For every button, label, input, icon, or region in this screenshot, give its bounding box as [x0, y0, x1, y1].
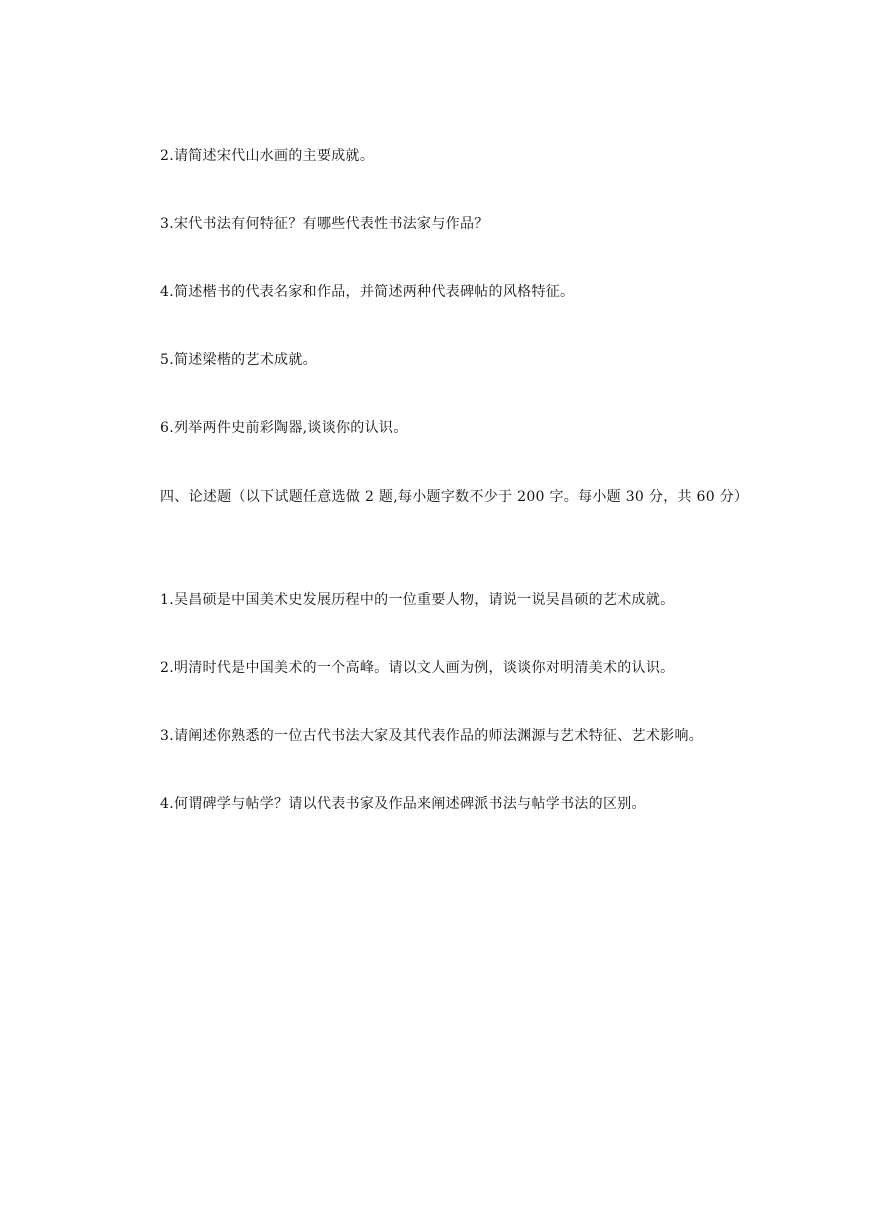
question-s4-3: 3.请阐述你熟悉的一位古代书法大家及其代表作品的师法渊源与艺术特征、艺术影响。	[160, 728, 704, 744]
question-s3-3: 3.宋代书法有何特征？有哪些代表性书法家与作品？	[160, 216, 489, 232]
question-s4-2: 2.明清时代是中国美术的一个高峰。请以文人画为例，谈谈你对明清美术的认识。	[160, 660, 675, 676]
question-s3-4: 4.简述楷书的代表名家和作品，并简述两种代表碑帖的风格特征。	[160, 284, 575, 300]
question-s3-5: 5.简述梁楷的艺术成就。	[160, 352, 317, 368]
question-s3-2: 2.请简述宋代山水画的主要成就。	[160, 148, 375, 164]
question-s3-6: 6.列举两件史前彩陶器,谈谈你的认识。	[160, 420, 408, 436]
section-four-heading: 四、论述题（以下试题任意选做 2 题,每小题字数不少于 200 字。每小题 30 分，共 60 分）	[160, 489, 749, 505]
question-s4-1: 1.吴昌硕是中国美术史发展历程中的一位重要人物，请说一说吴昌硕的艺术成就。	[160, 592, 675, 608]
question-s4-4: 4.何谓碑学与帖学？请以代表书家及作品来阐述碑派书法与帖学书法的区别。	[160, 796, 646, 812]
